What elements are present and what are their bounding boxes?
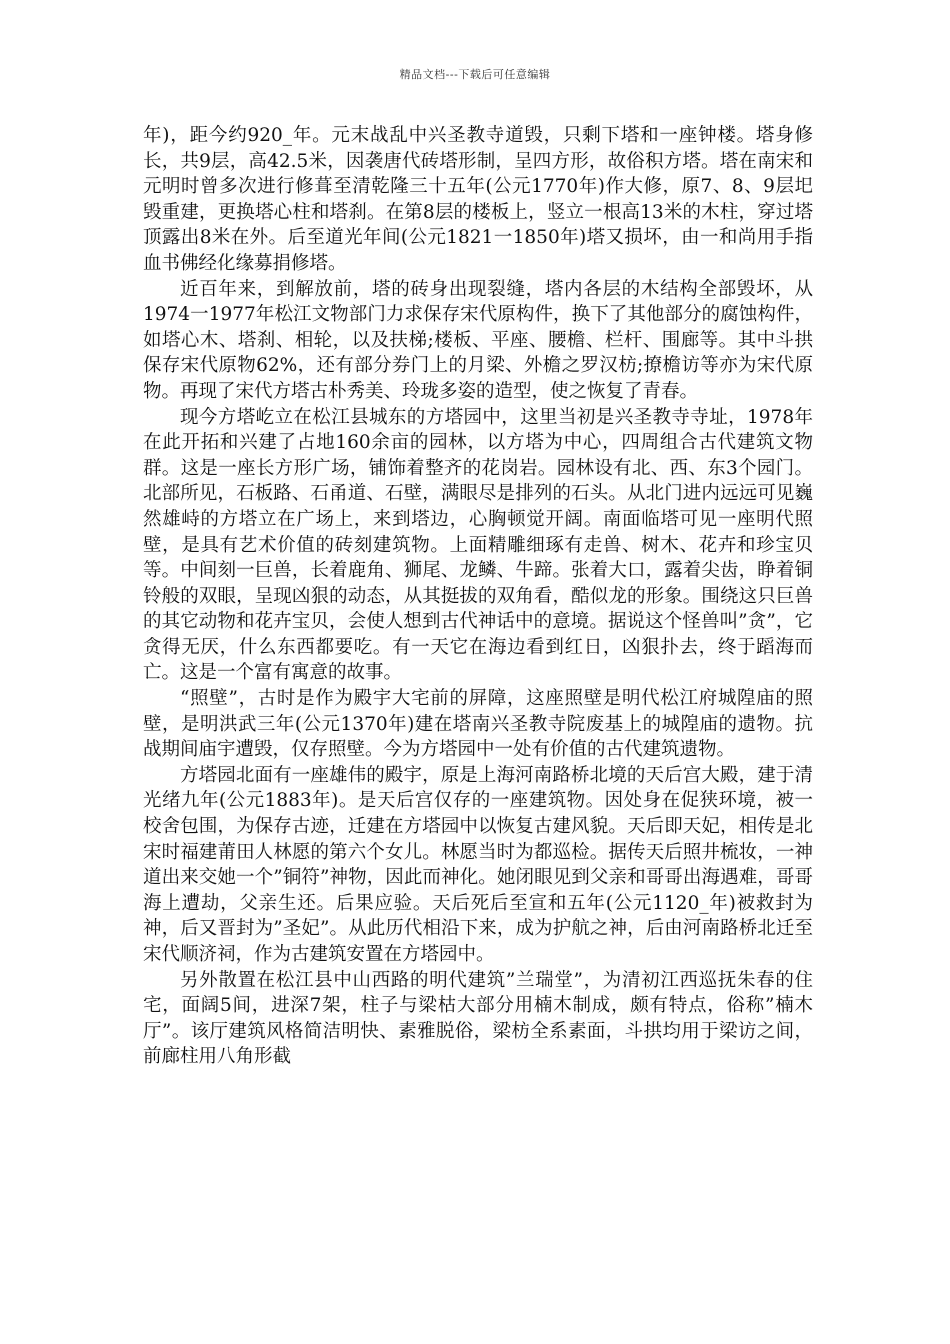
paragraph: “照壁”，古时是作为殿宇大宅前的屏障，这座照壁是明代松江府城隍庙的照壁，是明洪武三年(公元1370年)建在塔南兴圣教寺院废基上的城隍庙的遗物。抗战期间庙宇遭毁，仅存照壁。今为方塔园中一处有价值的古代建筑遗物。 <box>143 688 813 761</box>
paragraph-continued: 年)，距今约920_年。元末战乱中兴圣教寺道毁，只剩下塔和一座钟楼。塔身修长，共9层，高42.5米，因袭唐代砖塔形制，呈四方形，故俗积方塔。塔在南宋和元明时曾多次进行修葺至清乾隆三十五年(公元1770年)作大修，原7、8、9层圯毁重建，更换塔心柱和塔刹。在第8层的楼板上，竖立一根高13米的木柱，穿过塔顶露出8米在外。后至道光年间(公元1821一1850年)塔又损坏，由一和尚用手指血书佛经化缘募捐修塔。 <box>143 125 813 274</box>
article-body <box>143 123 813 1070</box>
paragraph: 近百年来，到解放前，塔的砖身出现裂缝，塔内各层的木结构全部毁坏，从1974一1977年松江文物部门力求保存宋代原构件，换下了其他部分的腐蚀构件，如塔心木、塔刹、相轮，以及扶梯;楼板、平座、腰檐、栏杆、围廊等。其中斗拱保存宋代原物62%，还有部分券门上的月梁、外檐之罗汉枋;撩檐访等亦为宋代原物。再现了宋代方塔古朴秀美、玲珑多姿的造型，使之恢复了青春。 <box>143 278 813 402</box>
paragraph: 方塔园北面有一座雄伟的殿宇，原是上海河南路桥北境的天后宫大殿，建于清光绪九年(公元1883年)。是天后宫仅存的一座建筑物。因处身在促狭环境，被一校舍包围，为保存古迹，迁建在方塔园中以恢复古建风貌。天后即天妃，相传是北宋时福建莆田人林愿的第六个女儿。林愿当时为都巡检。据传天后照井梳妆，一神道出来交她一个”铜符”神物，因此而神化。她闭眼见到父亲和哥哥出海遇难，哥哥海上遭劫，父亲生还。后果应验。天后死后至宣和五年(公元1120_年)被救封为神，后又晋封为”圣妃”。从此历代相沿下来，成为护航之神，后由河南路桥北迁至宋代顺济祠，作为古建筑安置在方塔园中。 <box>143 764 813 965</box>
paragraph: 另外散置在松江县中山西路的明代建筑”兰瑞堂”，为清初江西巡抚朱春的住宅，面阔5间，进深7架，柱子与梁枯大部分用楠木制成，颇有特点，俗称”楠木厅”。该厅建筑风格简洁明快、素雅脱俗，梁枋全系素面，斗拱均用于梁访之间，前廊柱用八角形截 <box>143 969 813 1068</box>
page-header: 精品文档---下载后可任意编辑 <box>399 68 551 81</box>
paragraph: 现今方塔屹立在松江县城东的方塔园中，这里当初是兴圣教寺寺址，1978年在此开拓和兴建了占地160余亩的园林，以方塔为中心，四周组合古代建筑文物群。这是一座长方形广场，铺饰着整齐的花岗岩。园林设有北、西、东3个园门。北部所见，石板路、石甬道、石壁，满眼尽是排列的石头。从北门进内远远可见巍然雄峙的方塔立在广场上，来到塔边，心胸顿觉开阔。南面临塔可见一座明代照壁，是具有艺术价值的砖刻建筑物。上面精雕细琢有走兽、树木、花卉和珍宝贝等。中间刻一巨兽，长着鹿角、狮尾、龙鳞、牛蹄。张着大口，露着尖齿，睁着铜铃般的双眼，呈现凶狠的动态，从其挺拔的双角看，酷似龙的形象。围绕这只巨兽的其它动物和花卉宝贝，会使人想到古代神话中的意境。据说这个怪兽叫”贪”，它贪得无厌，什么东西都要吃。有一天它在海边看到红日，凶狠扑去，终于蹈海而亡。这是一个富有寓意的故事。 <box>143 406 813 684</box>
